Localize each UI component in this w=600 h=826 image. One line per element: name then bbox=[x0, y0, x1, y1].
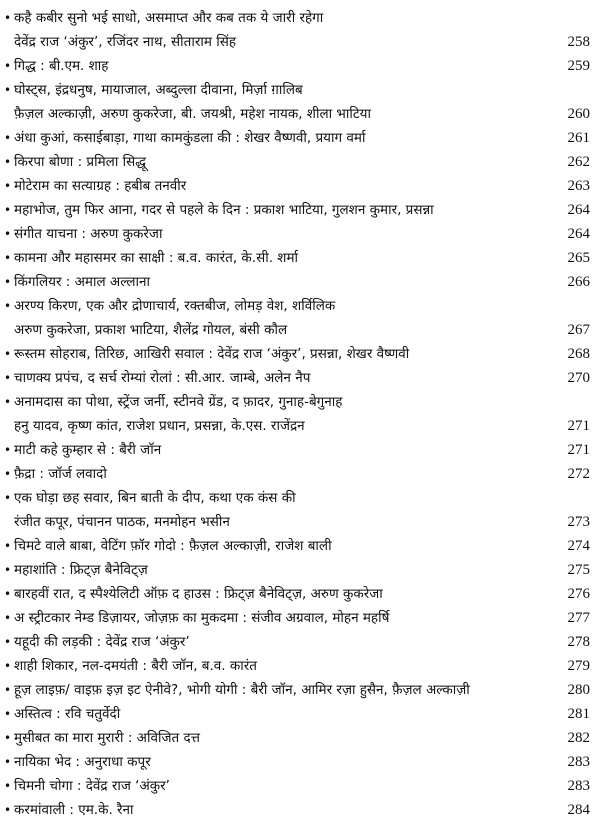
page-number: 265 bbox=[567, 250, 590, 266]
entry-title bbox=[0, 462, 600, 486]
toc-entry bbox=[0, 606, 600, 630]
page-number: 258 bbox=[567, 34, 590, 50]
bullet-icon: • bbox=[4, 59, 12, 73]
entry-title bbox=[0, 582, 600, 606]
entry-title bbox=[0, 774, 600, 798]
page-number: 270 bbox=[567, 370, 590, 386]
entry-title bbox=[0, 630, 600, 654]
entry-text: मोटेराम का सत्याग्रह : हबीब तनवीर bbox=[14, 178, 187, 194]
bullet-icon: • bbox=[4, 659, 12, 673]
page-number: 282 bbox=[567, 730, 590, 746]
bullet-icon: • bbox=[4, 227, 12, 241]
entry-text: हनु यादव, कृष्ण कांत, राजेश प्रधान, प्रसन्ना, के.एस. राजेंद्रन bbox=[14, 418, 305, 434]
page-number: 264 bbox=[567, 202, 590, 218]
entry-text: माटी कहे कुम्हार से : बैरी जॉन bbox=[14, 442, 162, 458]
page-number: 261 bbox=[567, 130, 590, 146]
entry-title bbox=[0, 702, 600, 726]
bullet-icon: • bbox=[4, 611, 12, 625]
bullet-icon: • bbox=[4, 587, 12, 601]
toc-entry bbox=[0, 798, 600, 822]
bullet-icon: • bbox=[4, 275, 12, 289]
page-number: 266 bbox=[567, 274, 590, 290]
page-number: 281 bbox=[567, 706, 590, 722]
bullet-icon: • bbox=[4, 83, 12, 97]
entry-text: चिमनी चोगा : देवेंद्र राज ‘अंकुर’ bbox=[14, 778, 170, 794]
toc-entry bbox=[0, 54, 600, 78]
entry-text: अरुण कुकरेजा, प्रकाश भाटिया, शैलेंद्र गोयल, बंसी कौल bbox=[14, 322, 288, 338]
page-number: 264 bbox=[567, 226, 590, 242]
entry-authors bbox=[0, 510, 600, 534]
toc-entry bbox=[0, 222, 600, 246]
toc-entry bbox=[0, 582, 600, 606]
toc-entry bbox=[0, 534, 600, 558]
toc-entry bbox=[0, 294, 600, 342]
entry-text: कहै कबीर सुनो भई साधो, असमाप्त और कब तक ये जारी रहेगा bbox=[14, 10, 324, 26]
entry-text: घोस्ट्स, इंद्रधनुष, मायाजाल, अब्दुल्ला दीवाना, मिर्ज़ा ग़ालिब bbox=[14, 82, 303, 98]
entry-text: शाही शिकार, नल-दमयंती : बैरी जॉन, ब.व. कारंत bbox=[14, 658, 257, 674]
page-number: 277 bbox=[567, 610, 590, 626]
bullet-icon: • bbox=[4, 779, 12, 793]
entry-title bbox=[0, 654, 600, 678]
page-number: 276 bbox=[567, 586, 590, 602]
toc-entry bbox=[0, 630, 600, 654]
bullet-icon: • bbox=[4, 683, 12, 697]
toc-entry bbox=[0, 6, 600, 54]
toc-entry bbox=[0, 702, 600, 726]
page-number: 272 bbox=[567, 466, 590, 482]
entry-title bbox=[0, 534, 600, 558]
bullet-icon: • bbox=[4, 203, 12, 217]
entry-title bbox=[0, 150, 600, 174]
toc-entry bbox=[0, 486, 600, 534]
entry-text: चिमटे वाले बाबा, वेटिंग फ़ॉर गोदो : फ़ैज़ल अल्काज़ी, राजेश बाली bbox=[14, 538, 332, 554]
entry-text: गिद्ध : बी.एम. शाह bbox=[14, 58, 109, 74]
entry-title bbox=[0, 270, 600, 294]
bullet-icon: • bbox=[4, 299, 12, 313]
page-number: 283 bbox=[567, 754, 590, 770]
entry-text: कामना और महासमर का साक्षी : ब.व. कारंत, के.सी. शर्मा bbox=[14, 250, 299, 266]
bullet-icon: • bbox=[4, 707, 12, 721]
page-number: 271 bbox=[567, 442, 590, 458]
toc-entry bbox=[0, 390, 600, 438]
entry-text: किरपा बोणा : प्रमिला सिद्धू bbox=[14, 154, 147, 170]
entry-text: मुसीबत का मारा मुरारी : अविजित दत्त bbox=[14, 730, 200, 746]
bullet-icon: • bbox=[4, 251, 12, 265]
bullet-icon: • bbox=[4, 635, 12, 649]
entry-title bbox=[0, 78, 600, 102]
entry-authors bbox=[0, 30, 600, 54]
page-number: 259 bbox=[567, 58, 590, 74]
entry-text: अरण्य किरण, एक और द्रोणाचार्य, रक्तबीज, लोमड़ वेश, शर्विलिक bbox=[14, 298, 336, 314]
entry-text: संगीत याचना : अरुण कुकरेजा bbox=[14, 226, 163, 242]
bullet-icon: • bbox=[4, 131, 12, 145]
bullet-icon: • bbox=[4, 803, 12, 817]
bullet-icon: • bbox=[4, 371, 12, 385]
toc-entry bbox=[0, 366, 600, 390]
entry-title bbox=[0, 750, 600, 774]
entry-title bbox=[0, 678, 600, 702]
entry-text: अंधा कुआं, कसाईबाड़ा, गाथा कामकुंडला की : शेखर वैष्णवी, प्रयाग वर्मा bbox=[14, 130, 366, 146]
toc-entry bbox=[0, 198, 600, 222]
entry-text: एक घोड़ा छह सवार, बिन बाती के दीप, कथा एक कंस की bbox=[14, 490, 296, 506]
toc-entry bbox=[0, 270, 600, 294]
entry-text: फ़ैद्रा : जॉर्ज लवादो bbox=[14, 466, 107, 482]
entry-title bbox=[0, 246, 600, 270]
bullet-icon: • bbox=[4, 347, 12, 361]
entry-title bbox=[0, 726, 600, 750]
toc-entry bbox=[0, 342, 600, 366]
page-number: 280 bbox=[567, 682, 590, 698]
bullet-icon: • bbox=[4, 563, 12, 577]
entry-text: अस्तित्व : रवि चतुर्वेदी bbox=[14, 706, 121, 722]
bullet-icon: • bbox=[4, 179, 12, 193]
bullet-icon: • bbox=[4, 443, 12, 457]
page-number: 267 bbox=[567, 322, 590, 338]
toc-entry bbox=[0, 126, 600, 150]
entry-text: अ स्ट्रीटकार नेम्ड डिज़ायर, जोज़फ़ का मुकदमा : संजीव अग्रवाल, मोहन महर्षि bbox=[14, 610, 390, 626]
entry-text: फ़ैज़ल अल्काज़ी, अरुण कुकरेजा, बी. जयश्री, महेश नायक, शीला भाटिया bbox=[14, 106, 372, 122]
entry-text: यहूदी की लड़की : देवेंद्र राज ‘अंकुर’ bbox=[14, 634, 190, 650]
bullet-icon: • bbox=[4, 395, 12, 409]
page-number: 271 bbox=[567, 418, 590, 434]
toc-entry bbox=[0, 726, 600, 750]
toc-entry bbox=[0, 246, 600, 270]
toc-entry bbox=[0, 462, 600, 486]
page-number: 273 bbox=[567, 514, 590, 530]
bullet-icon: • bbox=[4, 491, 12, 505]
entry-title bbox=[0, 798, 600, 822]
page-number: 274 bbox=[567, 538, 590, 554]
entry-text: महाभोज, तुम फिर आना, गदर से पहले के दिन : प्रकाश भाटिया, गुलशन कुमार, प्रसन्ना bbox=[14, 202, 434, 218]
toc-entry bbox=[0, 654, 600, 678]
page-number: 263 bbox=[567, 178, 590, 194]
entry-title bbox=[0, 390, 600, 414]
page-number: 284 bbox=[567, 802, 590, 818]
toc-entry bbox=[0, 174, 600, 198]
entry-title bbox=[0, 366, 600, 390]
page-number: 275 bbox=[567, 562, 590, 578]
entry-authors bbox=[0, 318, 600, 342]
entry-title bbox=[0, 126, 600, 150]
entry-text: चाणक्य प्रपंच, द सर्च रोम्यां रोलां : सी.आर. जाम्बे, अलेन नैप bbox=[14, 370, 311, 386]
toc-entry bbox=[0, 150, 600, 174]
entry-text: अनामदास का पोथा, स्ट्रेंज जर्नी, स्टीनवे ग्रेंड, द फ़ादर, गुनाह-बेगुनाह bbox=[14, 394, 343, 410]
toc-entry bbox=[0, 438, 600, 462]
page-number: 260 bbox=[567, 106, 590, 122]
entry-authors bbox=[0, 414, 600, 438]
entry-text: महाशांति : फ्रिट्ज़ बैनेविट्ज़ bbox=[14, 562, 148, 578]
entry-text: रूस्तम सोहराब, तिरिछ, आखिरी सवाल : देवेंद्र राज ‘अंकुर’, प्रसन्ना, शेखर वैष्णवी bbox=[14, 346, 410, 362]
page-number: 283 bbox=[567, 778, 590, 794]
entry-text: हूज़ लाइफ़/ वाइफ़ इज़ इट ऐनीवे?, भोगी योगी : बैरी जॉन, आमिर रज़ा हुसैन, फ़ैज़ल अल्काज़ी bbox=[14, 682, 470, 698]
table-of-contents bbox=[0, 6, 600, 822]
entry-title bbox=[0, 198, 600, 222]
entry-title bbox=[0, 606, 600, 630]
entry-text: नायिका भेद : अनुराधा कपूर bbox=[14, 754, 151, 770]
entry-authors bbox=[0, 102, 600, 126]
bullet-icon: • bbox=[4, 11, 12, 25]
entry-text: देवेंद्र राज ‘अंकुर’, रजिंदर नाथ, सीताराम सिंह bbox=[14, 34, 237, 50]
page-number: 278 bbox=[567, 634, 590, 650]
entry-title bbox=[0, 438, 600, 462]
entry-title bbox=[0, 174, 600, 198]
entry-title bbox=[0, 222, 600, 246]
entry-title bbox=[0, 342, 600, 366]
bullet-icon: • bbox=[4, 539, 12, 553]
entry-title bbox=[0, 294, 600, 318]
bullet-icon: • bbox=[4, 731, 12, 745]
entry-title bbox=[0, 6, 600, 30]
entry-text: करमांवाली : एम.के. रैना bbox=[14, 802, 134, 818]
entry-title bbox=[0, 486, 600, 510]
toc-entry bbox=[0, 558, 600, 582]
bullet-icon: • bbox=[4, 755, 12, 769]
toc-entry bbox=[0, 78, 600, 126]
toc-entry bbox=[0, 750, 600, 774]
entry-text: रंजीत कपूर, पंचानन पाठक, मनमोहन भसीन bbox=[14, 514, 230, 530]
entry-text: किंगलियर : अमाल अल्लाना bbox=[14, 274, 150, 290]
entry-text: बारहवीं रात, द स्पैश्येलिटी ऑफ़ द हाउस : फ्रिट्ज़ बैनेविट्ज़, अरुण कुकरेजा bbox=[14, 586, 383, 602]
toc-entry bbox=[0, 678, 600, 702]
page-number: 262 bbox=[567, 154, 590, 170]
bullet-icon: • bbox=[4, 467, 12, 481]
bullet-icon: • bbox=[4, 155, 12, 169]
page-number: 279 bbox=[567, 658, 590, 674]
entry-title bbox=[0, 558, 600, 582]
entry-title bbox=[0, 54, 600, 78]
toc-entry bbox=[0, 774, 600, 798]
page-number: 268 bbox=[567, 346, 590, 362]
